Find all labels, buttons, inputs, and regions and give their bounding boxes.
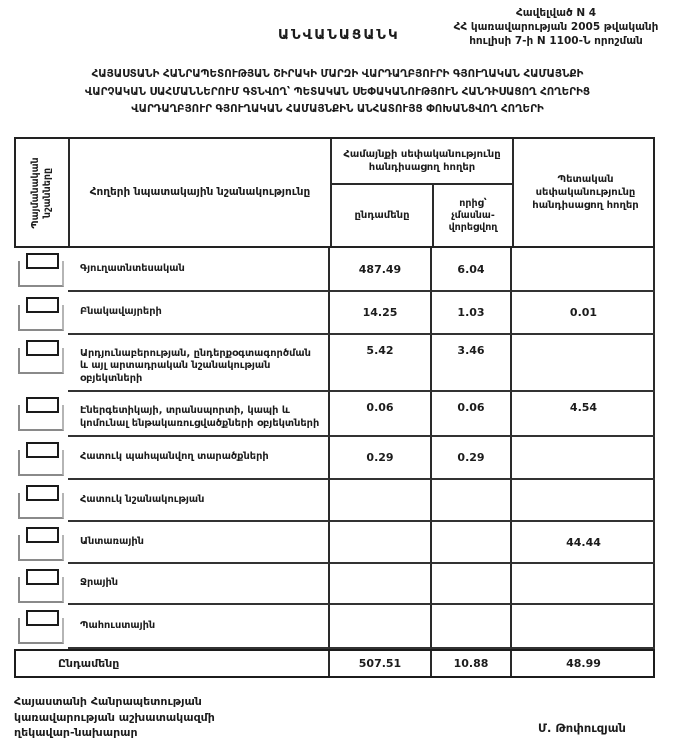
subtitle-line: ՀԱՅԱՍՏԱՆԻ ՀԱՆՐԱՊԵՏՈՒԹՅԱՆ ՇԻՐԱԿԻ ՄԱՐԶԻ ՎԱՐԴԱՂԲՅՈՒՐԻ ԳՅՈՒՂԱԿԱՆ ՀԱՄԱՅՆՔԻ (91, 68, 584, 80)
land-purpose-label: Հատուկ պահպանվող տարածքների (68, 437, 330, 480)
nonprivatized-value: 3.46 (432, 335, 512, 392)
community-total-value: 14.25 (330, 292, 432, 335)
legend-symbol-box (26, 610, 59, 626)
nonpriv-line: չմասնա- (451, 209, 495, 221)
header-cell-state: Պետական սեփականությունը հանդիսացող հողեր (532, 174, 639, 211)
table-total-row (14, 649, 655, 678)
signatory-title (14, 694, 215, 741)
nonprivatized-value: 1.03 (432, 292, 512, 335)
legend-symbol-box (26, 527, 59, 543)
state-value (512, 480, 655, 522)
table-row (14, 292, 653, 335)
signatory-title-line: Հայաստանի Հանրապետության (14, 695, 202, 708)
legend-symbol-box (26, 569, 59, 585)
header-cell-community-nonprivatized (434, 185, 514, 246)
table-row (14, 248, 653, 292)
table-row (14, 392, 653, 437)
nonpriv-line: վորեցվող (448, 221, 498, 233)
state-value (512, 335, 655, 392)
header-cell-symbols (16, 139, 70, 246)
legend-symbol-box (26, 442, 59, 458)
symbol-cell (14, 522, 68, 564)
nonprivatized-value (432, 564, 512, 605)
nonprivatized-value: 6.04 (432, 248, 512, 292)
land-purpose-label: Ջրային (68, 564, 330, 605)
table-row (14, 605, 653, 649)
subtitle-line: ՎԱՐԴԱՂԲՅՈՒՐ ԳՅՈՒՂԱԿԱՆ ՀԱՄԱՅՆՔԻՆ ԱՆՀԱՏՈՒՅՑ ՓՈԽԱՆՑՎՈՂ ՀՈՂԵՐԻ (131, 103, 544, 115)
state-value: 0.01 (512, 292, 655, 335)
legend-symbol-box (26, 253, 59, 269)
table-body (14, 248, 655, 649)
land-purpose-label: Հատուկ նշանակության (68, 480, 330, 522)
symbol-cell (14, 248, 68, 292)
signatory-title-line: կառավարության աշխատակազմի (14, 710, 215, 724)
table-row (14, 437, 653, 480)
state-value (512, 248, 655, 292)
header-cell-purpose: Հողերի նպատակային նշանակությունը (70, 139, 332, 246)
total-nonprivatized-value: 10.88 (432, 651, 512, 676)
state-value (512, 564, 655, 605)
total-community-total-value: 507.51 (330, 651, 432, 676)
symbol-cell (14, 292, 68, 335)
symbols-header-vertical-label: Պայմանական նշանները (30, 156, 53, 229)
legend-symbol-box (26, 297, 59, 313)
table-row (14, 335, 653, 392)
community-total-value: 5.42 (330, 335, 432, 392)
community-total-value (330, 480, 432, 522)
land-purpose-label: Անտառային (68, 522, 330, 564)
community-total-value: 487.49 (330, 248, 432, 292)
community-total-value (330, 522, 432, 564)
table-row (14, 522, 653, 564)
symbol-cell (14, 605, 68, 649)
land-purpose-label: Բնակավայրերի (68, 292, 330, 335)
nonprivatized-value: 0.06 (432, 392, 512, 437)
page-title: ԱՆՎԱՆԱՑԱՆԿ (278, 27, 400, 43)
legend-symbol-box (26, 485, 59, 501)
land-purpose-label: Արդյունաբերության, ընդերքօգտագործման և այլ արտադրական նշանակության օբյեկտների (68, 335, 330, 392)
document-subtitle (18, 66, 657, 119)
signatory-name: Մ. Թոփուզյան (538, 721, 626, 735)
annex-line: ՀՀ կառավարության 2005 թվականի (453, 21, 659, 33)
annex-line: Հավելված N 4 (515, 7, 597, 19)
state-value: 4.54 (512, 392, 655, 437)
symbol-cell (14, 480, 68, 522)
annex-line: հուլիսի 7-ի N 1100-Ն որոշման (469, 35, 643, 47)
land-table (14, 137, 655, 678)
state-value (512, 437, 655, 480)
annex-reference (440, 6, 672, 48)
total-state-value: 48.99 (566, 657, 601, 670)
community-total-value: 0.06 (330, 392, 432, 437)
community-total-value: 0.29 (330, 437, 432, 480)
legend-symbol-box (26, 340, 59, 356)
nonprivatized-value: 0.29 (432, 437, 512, 480)
symbol-cell (14, 335, 68, 392)
legend-symbol-box (26, 397, 59, 413)
nonprivatized-value (432, 605, 512, 649)
subtitle-line: ՎԱՐՉԱԿԱՆ ՍԱՀՄԱՆՆԵՐՈՒՄ ԳՏՆՎՈՂ՝ ՊԵՏԱԿԱՆ ՍԵՓԱԿԱՆՈՒԹՅՈՒՆ ՀԱՆԴԻՍԱՑՈՂ ՀՈՂԵՐԻՑ (84, 85, 591, 98)
state-value (512, 605, 655, 649)
table-row (14, 480, 653, 522)
symbol-cell (14, 564, 68, 605)
total-row-label: Ընդամենը (16, 651, 330, 676)
table-row (14, 564, 653, 605)
symbol-cell (14, 392, 68, 437)
table-header (14, 137, 655, 248)
header-cell-community-group: Համայնքի սեփականությունը հանդիսացող հողեր (332, 139, 514, 185)
nonpriv-line: որից՝ (459, 197, 487, 209)
community-total-value (330, 605, 432, 649)
community-total-value (330, 564, 432, 605)
nonprivatized-value (432, 480, 512, 522)
land-purpose-label: Էներգետիկայի, տրանսպորտի, կապի և կոմունալ ենթակառուցվածքների օբյեկտների (68, 392, 330, 437)
header-cell-community-total: ընդամենը (332, 185, 434, 246)
state-value: 44.44 (512, 522, 655, 564)
nonprivatized-value (432, 522, 512, 564)
land-purpose-label: Պահուստային (68, 605, 330, 649)
symbol-cell (14, 437, 68, 480)
land-purpose-label: Գյուղատնտեսական (68, 248, 330, 292)
signatory-title-line: ղեկավար-նախարար (14, 726, 138, 739)
